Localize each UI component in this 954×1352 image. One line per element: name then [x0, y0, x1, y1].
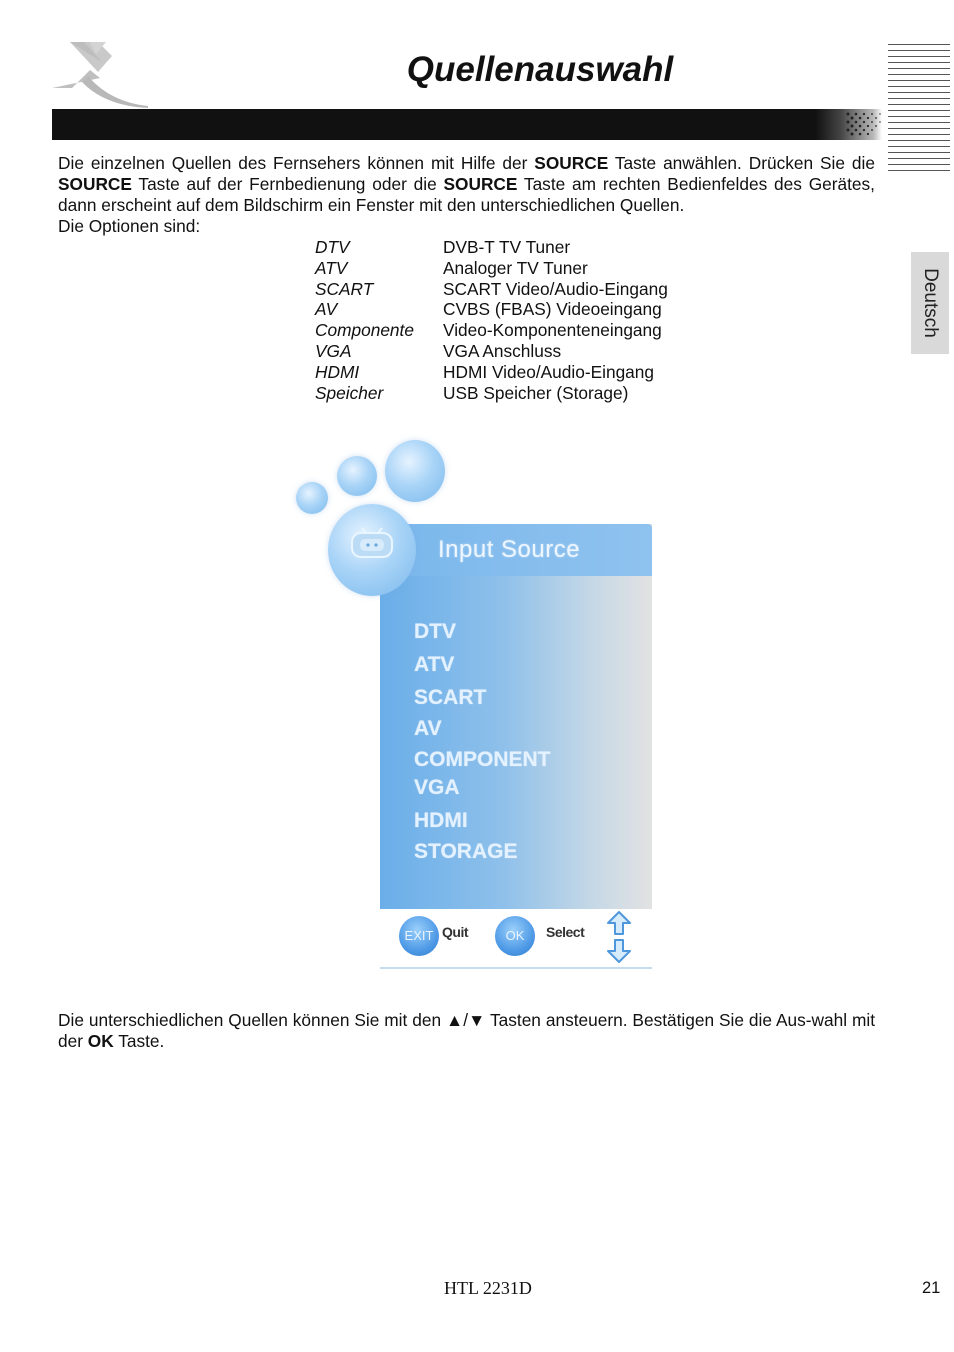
ok-button[interactable]: OK	[495, 916, 535, 956]
osd-item-component[interactable]: COMPONENT	[414, 748, 551, 771]
source-key-text: SOURCE	[443, 174, 518, 194]
source-key-text: SOURCE	[534, 153, 609, 173]
ok-key-text: OK	[87, 1031, 114, 1051]
option-key: HDMI	[315, 361, 360, 382]
text-run: Die unterschiedlichen Quellen können Sie mit den ▲/▼ Tasten ansteuern. Bestätigen Sie die Aus-wahl mit der	[58, 1010, 875, 1051]
text-run: Taste anwählen. Drücken Sie die	[608, 153, 875, 173]
option-key: SCART	[315, 278, 374, 299]
decorative-bubble	[296, 482, 328, 514]
osd-item-vga[interactable]: VGA	[414, 776, 460, 799]
option-value: Video-Komponenteneingang	[443, 320, 662, 341]
navigation-paragraph	[58, 1010, 875, 1052]
ok-hint: Select	[546, 924, 585, 940]
exit-button[interactable]: EXIT	[399, 916, 439, 956]
input-source-osd	[290, 432, 660, 977]
model-number: HTL 2231D	[444, 1278, 532, 1298]
decorative-bubble	[337, 456, 377, 496]
options-intro: Die Optionen sind:	[58, 216, 201, 236]
option-value: HDMI Video/Audio-Eingang	[443, 361, 655, 382]
option-row	[315, 383, 668, 404]
option-value: SCART Video/Audio-Eingang	[443, 278, 668, 299]
options-list	[315, 237, 668, 403]
osd-item-dtv[interactable]: DTV	[414, 620, 456, 643]
osd-item-storage[interactable]: STORAGE	[414, 840, 518, 863]
option-key: Speicher	[315, 382, 384, 403]
text-run: Taste am rechten Bedienfeldes des Gerätes, dann erscheint auf dem Bildschirm ein Fenster mit den unterschiedlichen Quellen.	[58, 174, 875, 215]
osd-title: Input Source	[438, 536, 581, 563]
option-key: VGA	[315, 340, 352, 361]
text-run: Taste auf der Fernbedienung oder die	[131, 174, 444, 194]
option-value: VGA Anschluss	[443, 340, 562, 361]
option-row	[315, 362, 668, 383]
up-arrow-icon	[608, 912, 630, 934]
option-row	[315, 279, 668, 300]
tv-icon	[346, 527, 398, 563]
option-value: CVBS (FBAS) Videoeingang	[443, 299, 662, 320]
language-tab	[911, 252, 949, 354]
option-row	[315, 258, 668, 279]
source-key-text: SOURCE	[58, 174, 132, 194]
exit-hint: Quit	[442, 924, 468, 940]
option-row	[315, 320, 668, 341]
option-row	[315, 237, 668, 258]
option-key: DTV	[315, 237, 350, 257]
option-row	[315, 299, 668, 320]
navigation-arrows	[606, 910, 632, 964]
brand-logo	[50, 40, 150, 110]
intro-paragraph	[58, 153, 875, 216]
osd-item-atv[interactable]: ATV	[414, 653, 455, 676]
option-value: USB Speicher (Storage)	[443, 382, 629, 403]
page-number: 21	[922, 1279, 941, 1297]
osd-item-scart[interactable]: SCART	[414, 686, 487, 709]
down-arrow-icon	[608, 940, 630, 962]
title-bar	[52, 109, 882, 140]
decorative-lines	[888, 44, 950, 172]
language-label: Deutsch	[920, 268, 941, 338]
dot-pattern	[842, 109, 884, 140]
text-run: Taste.	[113, 1031, 165, 1051]
option-key: ATV	[315, 257, 348, 278]
option-value: Analoger TV Tuner	[443, 257, 588, 278]
page-title: Quellenauswahl	[406, 50, 674, 89]
option-row	[315, 341, 668, 362]
option-key: Componente	[315, 320, 414, 341]
text-run: Die einzelnen Quellen des Fernsehers können mit Hilfe der	[58, 153, 535, 173]
osd-item-hdmi[interactable]: HDMI	[414, 809, 468, 832]
option-value: DVB-T TV Tuner	[443, 237, 571, 257]
osd-item-av[interactable]: AV	[414, 717, 442, 740]
decorative-bubble	[385, 440, 445, 502]
option-key: AV	[315, 299, 338, 320]
